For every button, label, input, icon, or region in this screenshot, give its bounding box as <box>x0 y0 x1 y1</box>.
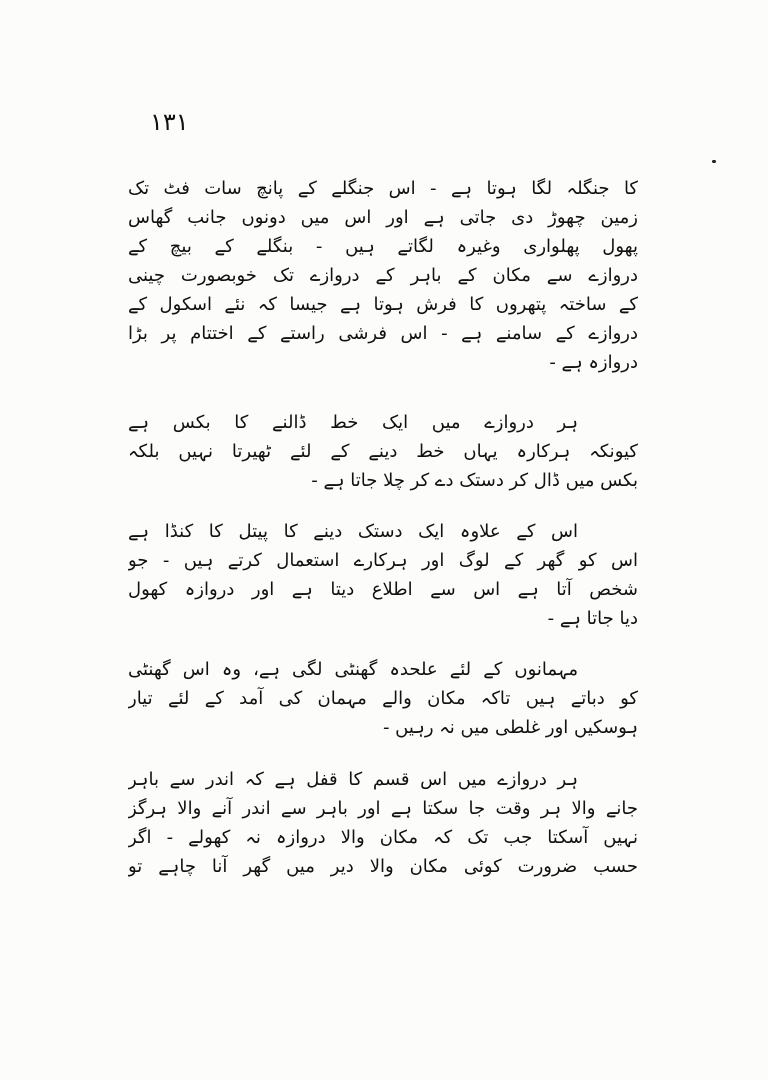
paragraph-1 <box>128 174 638 377</box>
text-line: دروازے کے سامنے ہے - اس فرشی راستے کے اختتام پر بڑا <box>128 323 638 344</box>
text-line: شخص آتا ہے اس سے اطلاع دیتا ہے اور دروازہ کھول <box>128 579 638 600</box>
text-line: دیا جاتا ہے - <box>547 608 638 629</box>
text-line: ہوسکیں اور غلطی میں نہ رہیں - <box>382 717 638 738</box>
page-number: ۱۳۱ <box>150 108 189 136</box>
text-line: اس کو گھر کے لوگ اور ہرکارے استعمال کرتے ہیں - جو <box>128 550 638 571</box>
text-line: جانے والا ہر وقت جا سکتا ہے اور باہر سے اندر آنے والا ہرگز <box>128 798 638 819</box>
text-line: ہر دروازے میں اس قسم کا قفل ہے کہ اندر سے باہر <box>128 769 578 790</box>
text-line: پھول پھلواری وغیرہ لگاتے ہیں - بنگلے کے بیچ کے <box>128 236 638 257</box>
text-line: نہیں آسکتا جب تک کہ مکان والا دروازہ نہ کھولے - اگر <box>128 827 638 848</box>
text-line: کو دباتے ہیں تاکہ مکان والے مہمان کی آمد کے لئے تیار <box>128 688 638 709</box>
text-line: کا جنگلہ لگا ہوتا ہے - اس جنگلے کے پانچ سات فٹ تک <box>128 178 638 199</box>
text-line: دروازے سے مکان کے باہر کے دروازے تک خوبصورت چینی <box>128 265 638 286</box>
text-line: ہر دروازے میں ایک خط ڈالنے کا بکس ہے <box>128 412 578 433</box>
text-line: زمین چھوڑ دی جاتی ہے اور اس میں دونوں جانب گھاس <box>128 207 638 228</box>
ink-mark <box>712 160 716 163</box>
text-line: بکس میں ڈال کر دستک دے کر چلا جاتا ہے - <box>311 470 638 491</box>
paragraph-5 <box>128 765 638 881</box>
paragraph-4 <box>128 655 638 742</box>
text-line: حسب ضرورت کوئی مکان والا دیر میں گھر آنا چاہے تو <box>128 856 638 877</box>
paragraph-2 <box>128 408 638 495</box>
text-line: دروازہ ہے - <box>549 352 638 373</box>
text-line: مہمانوں کے لئے علحدہ گھنٹی لگی ہے، وہ اس گھنٹی <box>128 659 578 680</box>
text-line: کیونکہ ہرکارہ یہاں خط دینے کے لئے ٹھیرتا نہیں بلکہ <box>128 441 638 462</box>
text-line: کے ساختہ پتھروں کا فرش ہوتا ہے جیسا کہ نئے اسکول کے <box>128 294 638 315</box>
paragraph-3 <box>128 517 638 633</box>
text-line: اس کے علاوہ ایک دستک دینے کا پیتل کا کنڈا ہے <box>128 521 578 542</box>
